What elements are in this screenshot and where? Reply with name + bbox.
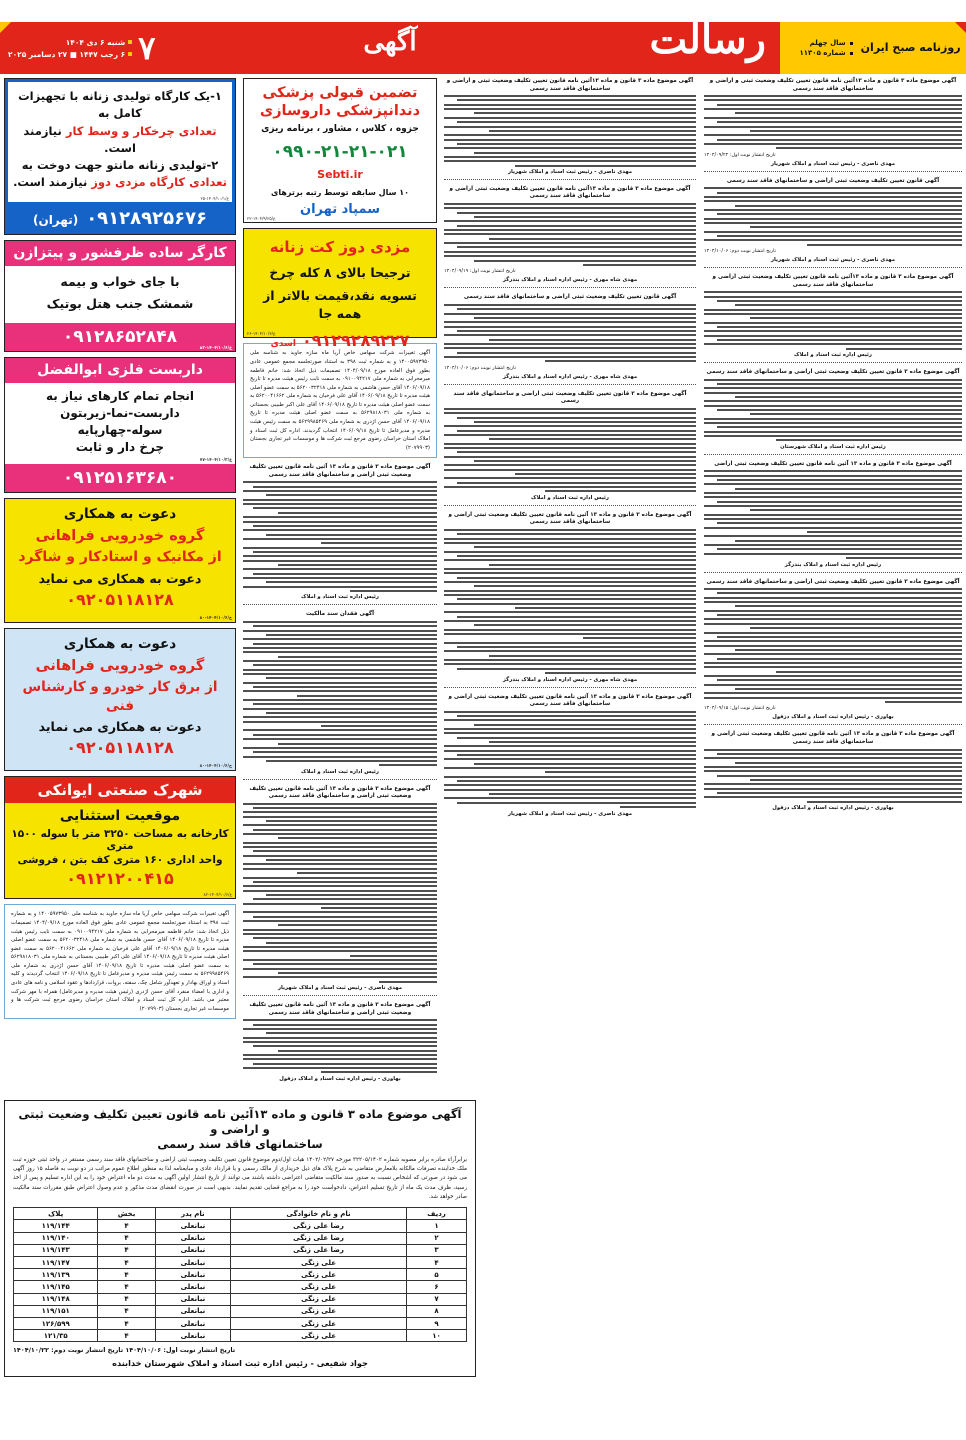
divider: [243, 604, 437, 605]
legal-notice: [444, 294, 696, 384]
company-change-text: آگهی تغییرات شرکت سهامی خاص آریا ماه سازه جاوید به شناسه ملی ۱۴۰۰۵۹۷۳۹۵۰ و به شماره ثبت ۳۹۸ به استناد صورتجلسه مجمع عمومی عادی بطور فوق العاده مورخ ۱۴۰۴/۰۹/۱۸ تصمیمات ذیل اتخاذ شد: خانم فاطمه میرمحرابی به شماره ملی ۰۹۱۰۰۹۴۲۱۷ به سمت نایب رئیس هیئت مدیره تا تاریخ ۱۴۰۶/۰۹/۱۸ آقای حسن هاشمی به شماره ملی ۵۶۲۰۰۳۲۴۱۸ به سمت عضو اصلی هیئت مدیره تا تاریخ ۱۴۰۶/۰۹/۱۸ آقای علی فرخیان به شماره ملی ۵۶۲۰۰۴۱۶۶۲ به سمت عضو اصلی هیئت مدیره تا تاریخ ۱۴۰۶/۰۹/۱۸ آقای علی اکبر طبیبی بجستانی به شماره ملی ۵۶۲۹۸۱۸۰۳۱ به سمت عضو اصلی هیئت مدیره تا تاریخ ۱۴۰۶/۰۹/۱۸ آقای حسن اژدری به شماره ملی ۵۶۲۹۹۸۵۴۶۹ به سمت رئیس هیئت مدیره و مدیرعامل تا تاریخ ۱۴۰۶/۰۹/۱۸ انتخاب گردیدند. اداره کل ثبت اسناد و املاک استان خراسان رضوی مرجع ثبت شرکت ها و موسسات غیر تجاری بجستان (۲۰۷۹۹۰۳): [250, 350, 430, 451]
legal-notice-body-texture: [243, 481, 437, 592]
date-group: [8, 38, 132, 59]
ad-medical-website[interactable]: Sebti.ir: [317, 168, 363, 182]
legal-notice-signature: مهدی شاه مهری - رئیس اداره اسناد و املاک بندرگز: [502, 373, 638, 380]
plaque-table-body: [14, 1220, 467, 1342]
table-row: [14, 1232, 467, 1244]
table-row: [14, 1305, 467, 1317]
legal-notice-title: آگهی موضوع ماده ۳ قانون و ماده ۱۳آئین نامه قانون تعیین تکلیف وضعیت ثبتی و اراضی و ساختمانهای فاقد سند رسمی: [446, 78, 694, 92]
plaque-table: [13, 1207, 467, 1342]
cell-full-name: علی زنگی: [231, 1330, 407, 1342]
cell-father-name: نبانعلی: [155, 1244, 230, 1256]
legal-notice-body-texture: [243, 803, 437, 983]
ad-medical-line5: سمپاد تهران: [300, 201, 380, 217]
cell-section: ۴: [98, 1232, 155, 1244]
ad-ivanaki-phone[interactable]: ۰۹۱۲۱۲۰۰۴۱۵: [66, 869, 174, 889]
cell-father-name: نبانعلی: [155, 1281, 230, 1293]
cell-row-number: ۹: [407, 1317, 467, 1329]
ad-farahani-elec-line4: دعوت به همکاری می نماید: [38, 718, 202, 734]
cell-section: ۴: [98, 1281, 155, 1293]
ad-farahani-elec-phone[interactable]: ۰۹۲۰۵۱۱۸۱۲۸: [66, 738, 174, 758]
legal-notice-body-texture: [704, 379, 962, 442]
legal-notice-body-texture: [704, 291, 962, 349]
ad-coat-phone[interactable]: ۰۹۱۲۹۲۸۹۲۲۷: [301, 331, 410, 351]
ad-ref-code: ع/۱۴۰۴/۹/۲۵-۲۲: [247, 216, 276, 222]
company-change-notice: [4, 904, 236, 1019]
cell-full-name: علی زنگی: [231, 1317, 407, 1329]
ad-dishwasher-phone[interactable]: [5, 323, 235, 351]
ad-workshop-phone[interactable]: ۰۹۱۲۸۹۲۵۶۷۶: [86, 207, 208, 229]
bottom-notice-title-line1: آگهی موضوع ماده ۳ قانون و ماده ۱۳آئین نامه قانون تعیین تکلیف وضعیت ثبتی و اراضی و: [18, 1107, 462, 1136]
legal-notice: [243, 786, 437, 997]
bottom-notice-paragraph: برابرآراء صادره برابر مصوبه شماره ۳۲۲۰۵/۱۴۰۲ مورخه ۱۴۰۲/۰۲/۲۷ هیات اول/دوم موضوع قانون تعیین تکلیف وضعیت ثبتی اراضی و ساختمانهای فاقد سند رسمی مستقر در واحد ثبتی حوزه ثبت ملک خدابنده تصرفات مالکانه بلامعارض متقاضی به شرح پلاک های ذیل خریداری از مالک رسمی و یا قرارداد عادی و مبایعنامه لذا به منظور اطلاع عموم مراتب در دو نوبت به فاصله ۱۵ روز آگهی می شود در صورتی که اشخاص نسبت به صدور سند مالکیت متقاضی اعتراضی داشته باشند می توانند از تاریخ انتشار اولین آگهی به مدت دو ماه اعتراض خود را به این اداره تسلیم و پس از اخذ رسید، ظرف مدت یک ماه از تاریخ تسلیم اعتراض، دادخواست خود را به مراجع قضایی تقدیم نمایند. بدیهی است در صورت انقضای مدت مذکور و عدم وصول اعتراض طبق مقررات سند مالکیت صادر خواهد شد.: [13, 1156, 467, 1200]
cell-full-name: علی زنگی: [231, 1281, 407, 1293]
issue-year-label: سال چهلم: [809, 39, 846, 47]
table-row: [14, 1269, 467, 1281]
cell-full-name: رضا علی زنگی: [231, 1244, 407, 1256]
divider: [444, 687, 696, 688]
ad-farahani-elec-line1: دعوت به همکاری: [63, 635, 177, 652]
cell-plaque: ۱۱۹/۱۴۵: [14, 1281, 98, 1293]
legal-notice-signature: بهاوری - رئیس اداره ثبت اسناد و املاک دزفول: [279, 1075, 401, 1082]
ad-farahani-mech-line1: دعوت به همکاری: [63, 506, 177, 523]
ad-coat-line2: ترجیحا بالای ۸ کله چرخ: [269, 264, 411, 280]
legal-notice: [704, 579, 962, 726]
ad-ref-code: خ/۱۴۰۴/۱۰/۶-۸۰: [199, 762, 232, 768]
legal-notice-body-texture: [704, 95, 962, 149]
table-row: [14, 1220, 467, 1232]
legal-notice-body-texture: [704, 749, 962, 803]
ad-medical-line3: جزوه ، کلاس ، مشاور ، برنامه ریزی: [261, 124, 419, 135]
ad-coat-line3: تسویه نقد،قیمت بالاتر از همه جا: [263, 287, 417, 322]
date-solar: شنبه ۶ دی ۱۴۰۴: [65, 37, 126, 47]
legal-notice-signature: رئیس اداره ثبت اسناد و املاک شهرستان: [780, 443, 886, 450]
ad-dishwasher-pizza[interactable]: [4, 240, 236, 352]
cell-father-name: نبانعلی: [155, 1305, 230, 1317]
th-section: بخش: [98, 1208, 155, 1220]
newspaper-logo: رسالت: [649, 16, 766, 63]
cell-row-number: ۷: [407, 1293, 467, 1305]
table-row: [14, 1330, 467, 1342]
ad-coat-line1: مزدی دوز کت زنانه: [269, 238, 411, 257]
ad-scaffold-line4: چرخ دار و ثابت: [75, 440, 165, 455]
cell-row-number: ۳: [407, 1244, 467, 1256]
column-legal-second: [440, 78, 700, 1436]
ad-workshop-line2-highlight: تعدادی چرخکار و وسط کار: [65, 123, 217, 138]
legal-notice-title: آگهی فقدان سند مالکیت: [305, 611, 375, 618]
legal-notice: [444, 186, 696, 288]
publish-second-label: تاریخ انتشار نوبت دوم:: [469, 364, 516, 371]
cell-plaque: ۱۱۹/۱۵۱: [14, 1305, 98, 1317]
ad-medical-line1: تضمین قبولی پزشکی: [262, 85, 418, 101]
legal-notice: [444, 391, 696, 506]
ad-workshop-line2-end: نیازمند است.: [23, 123, 136, 155]
company-change-notice-center: [243, 343, 437, 458]
section-title: آگهی: [363, 27, 417, 57]
th-father-name: نام پدر: [155, 1208, 230, 1220]
legal-notice: [243, 1002, 437, 1082]
ad-farahani-elec-roles: از برق کار خودرو و کارشناس فنی: [22, 678, 218, 714]
legal-notice-signature: مهدی شاه مهری - رئیس اداره اسناد و املاک بندرگز: [502, 676, 638, 683]
plaque-registration-notice: [4, 1100, 476, 1377]
cell-plaque: ۱۱۹/۱۴۴: [14, 1220, 98, 1232]
bullet-square-icon: [850, 52, 853, 55]
legal-notice-signature: بهاوری - رئیس اداره ثبت اسناد و املاک دزفول: [772, 714, 894, 721]
masthead-brand-block: [780, 22, 966, 74]
table-row: [14, 1256, 467, 1268]
issue-number-row: [799, 49, 852, 57]
ad-ref-code: خ/۱۴۰۴/۱۰/۶-۸۰: [199, 614, 232, 621]
divider: [704, 454, 962, 455]
divider: [704, 267, 962, 268]
legal-notice-body-texture: [444, 711, 696, 809]
ad-workshop-line1: ۱-یک کارگاه تولیدی زنانه با تجهیزات کامل به: [18, 89, 222, 121]
table-row: [14, 1281, 467, 1293]
legal-notice: [243, 464, 437, 605]
legal-notice-body-texture: [704, 588, 962, 703]
cell-plaque: ۱۲۱/۳۵: [14, 1330, 98, 1342]
publish-second-label: تاریخ انتشار نوبت دوم:: [729, 248, 776, 255]
company-change-text: آگهی تغییرات شرکت سهامی خاص آریا ماه سازه جاوید به شناسه ملی ۱۴۰۰۵۹۷۳۹۵۰ و به شماره ثبت ۳۹۸ به استناد صورتجلسه مجمع عمومی عادی بطور فوق العاده مورخ ۱۴۰۴/۰۹/۱۸ تصمیمات ذیل اتخاذ شد: خانم فاطمه میرمحرابی به شماره ملی ۰۹۱۰۰۹۴۲۱۷ به سمت نایب رئیس هیئت مدیره تا تاریخ ۱۴۰۶/۰۹/۱۸ آقای حسن هاشمی به شماره ملی ۵۶۲۰۰۳۲۴۱۸ به سمت عضو اصلی هیئت مدیره تا تاریخ ۱۴۰۶/۰۹/۱۸ آقای علی فرخیان به شماره ملی ۵۶۲۰۰۴۱۶۶۲ به سمت عضو اصلی هیئت مدیره تا تاریخ ۱۴۰۶/۰۹/۱۸ آقای علی اکبر طبیبی بجستانی به شماره ملی ۵۶۲۹۸۱۸۰۳۱ به سمت عضو اصلی هیئت مدیره تا تاریخ ۱۴۰۶/۰۹/۱۸ آقای حسن اژدری به شماره ملی ۵۶۲۹۹۸۵۴۶۹ به سمت رئیس هیئت مدیره و مدیرعامل تا تاریخ ۱۴۰۶/۰۹/۱۸ انتخاب گردیدند و کلیه اسناد و اوراق بهادار و تعهدآور شامل چک، سفته، بروات، قراردادها و عقود اسلامی و نامه های عادی و اداری با امضاء منفرد آقای حسن اژدری (رئیس هیئت مدیره و مدیرعامل) همراه با مهر شرکت معتبر می باشد. اداره کل ثبت اسناد و املاک استان خراسان رضوی مرجع ثبت شرکت ها و موسسات غیر تجاری بجستان (۲۰۷۹۹۰۳): [11, 911, 230, 1012]
legal-notice-signature: رئیس اداره ثبت اسناد و املاک بندرگز: [784, 561, 882, 568]
ad-scaffold-line3: سوله-چهارپایه: [77, 423, 163, 438]
cell-row-number: ۵: [407, 1269, 467, 1281]
publish-first-label: تاریخ انتشار نوبت اول:: [469, 268, 516, 275]
cell-full-name: رضا علی زنگی: [231, 1220, 407, 1232]
page-number: ۷: [138, 29, 156, 67]
legal-notice: [704, 369, 962, 455]
legal-notice-title: آگهی موضوع ماده ۳ قانون و ماده ۱۳ آئین نامه قانون تعیین تکلیف وضعیت ثبتی اراضی و ساختمانهای فاقد سند رسمی: [448, 511, 692, 526]
cell-row-number: ۶: [407, 1281, 467, 1293]
legal-notice-body-texture: [444, 529, 696, 674]
legal-notice-dates: [444, 268, 696, 275]
ad-ref-code: ع/۱۴۰۴/۱۰/۳-۲۶: [247, 331, 276, 337]
legal-notice-signature: مهدی ناصری - رئیس ثبت اسناد و املاک شهریار: [507, 168, 633, 175]
date-lunar-gregorian: ۶ رجب ۱۴۴۷ ■ ۲۷ دسامبر ۲۰۲۵: [8, 49, 126, 59]
legal-notice-title: آگهی موضوع ماده ۳ قانون تعیین تکلیف وضعیت ثبتی اراضی و ساختمانهای فاقد سند رسمی: [453, 390, 687, 405]
legal-notice-body-texture: [243, 1019, 437, 1073]
ad-ref-code: ع/۱۴۰۴/۱۰/۶-۸۲: [203, 892, 232, 898]
cell-full-name: علی زنگی: [231, 1256, 407, 1268]
divider: [444, 384, 696, 385]
cell-section: ۴: [98, 1317, 155, 1329]
legal-notice: [444, 694, 696, 817]
ad-farahani-mech-company: گروه خودرویی فراهانی: [35, 528, 205, 545]
legal-notice: [704, 274, 962, 363]
cell-full-name: علی زنگی: [231, 1305, 407, 1317]
page-date-block: [0, 22, 155, 74]
th-row-number: ردیف: [407, 1208, 467, 1220]
legal-notice: [444, 78, 696, 180]
ad-ivanaki-line1: کارخانه به مساحت ۳۲۵۰ متر با سوله ۱۵۰۰ متری: [11, 828, 229, 853]
ad-medical-line2: دندانپزشکی داروسازی: [259, 102, 421, 119]
cell-section: ۴: [98, 1269, 155, 1281]
cell-row-number: ۱۰: [407, 1330, 467, 1342]
ad-ivanaki-industrial[interactable]: [4, 776, 236, 900]
date-solar-row: [8, 38, 132, 47]
legal-notice-signature: رئیس اداره ثبت اسناد و املاک: [794, 352, 872, 359]
bottom-signature: جواد شفیعی - رئیس اداره ثبت اسناد و املاک شهرستان خدابنده: [112, 1358, 368, 1369]
table-header-row: [14, 1208, 467, 1220]
legal-notice-title: آگهی موضوع ماده ۳ قانون و ماده ۱۳ آئین نامه قانون تعیین تکلیف وضعیت ثبتی اراضی: [714, 460, 952, 467]
cell-row-number: ۸: [407, 1305, 467, 1317]
ad-ref-code: ع/۱۴۰۴/۱۰/۲-۷۷: [199, 457, 232, 463]
legal-notice-title: آگهی موضوع ماده ۳ قانون و ماده ۱۳آئین نامه قانون تعیین تکلیف وضعیت ثبتی اراضی و ساختمانهای فاقد سند رسمی: [449, 185, 691, 200]
legal-notice-title: آگهی قانون تعیین تکلیف وضعیت ثبتی اراضی و ساختمانهای فاقد سند رسمی: [726, 177, 940, 184]
cell-plaque: ۱۱۹/۱۴۷: [14, 1256, 98, 1268]
cell-plaque: ۱۱۹/۱۴۸: [14, 1293, 98, 1305]
legal-notice-signature: مهدی ناصری - رئیس ثبت اسناد و املاک شهریار: [277, 985, 403, 992]
cell-row-number: ۴: [407, 1256, 467, 1268]
ad-farahani-electrician[interactable]: [4, 628, 236, 771]
divider: [243, 779, 437, 780]
legal-notice-body-texture: [444, 203, 696, 266]
divider: [704, 572, 962, 573]
ad-dishwasher-phone-value: ۰۹۱۲۸۶۵۲۸۴۸: [62, 326, 178, 347]
legal-notice-signature: مهدی شاه مهری - رئیس اداره اسناد و املاک بندرگز: [502, 277, 638, 284]
masthead-title-block: [0, 16, 780, 74]
ad-workshop-line3: ۲-تولیدی زنانه مانتو جهت دوخت به: [21, 158, 219, 172]
publish-second-date: ۱۴۰۴/۱۰/۰۶: [444, 364, 469, 371]
ad-ivanaki-subheader: موقعیت استثنایی: [59, 808, 181, 825]
corner-accent-red: [955, 22, 966, 33]
date-other-row: [8, 50, 132, 59]
divider: [704, 724, 962, 725]
table-row: [14, 1244, 467, 1256]
bottom-notice-title: [13, 1107, 467, 1152]
legal-notice-body-texture: [444, 304, 696, 362]
cell-father-name: نبانعلی: [155, 1330, 230, 1342]
bottom-notice-title-line2: ساختمانهای فاقد سند رسمی: [157, 1136, 323, 1151]
ad-ref-code: ع/۱۴۰۴/۱۰/۱-۲۵: [200, 195, 229, 201]
cell-section: ۴: [98, 1305, 155, 1317]
cell-father-name: نبانعلی: [155, 1256, 230, 1268]
cell-section: ۴: [98, 1244, 155, 1256]
cell-section: ۴: [98, 1330, 155, 1342]
brand-vertical-label: روزنامه صبح ایران: [860, 41, 961, 55]
legal-notice-dates: [704, 705, 962, 712]
divider: [704, 171, 962, 172]
issue-year-row: [810, 39, 853, 47]
legal-notice-title: آگهی قانون تعیین تکلیف وضعیت ثبتی اراضی و ساختمانهای فاقد سند رسمی: [463, 294, 677, 301]
cell-section: ۴: [98, 1256, 155, 1268]
table-row: [14, 1317, 467, 1329]
divider: [444, 505, 696, 506]
cell-father-name: نبانعلی: [155, 1220, 230, 1232]
legal-notice-signature: رئیس اداره ثبت اسناد و املاک: [531, 494, 609, 501]
legal-notice-title: آگهی موضوع ماده ۳ قانون و ماده ۱۳آئین نامه قانون تعیین تکلیف وضعیت ثبتی اراضی و ساختمانهای فاقد سند رسمی: [712, 274, 954, 288]
ad-scaffold-line2: داربست-نما-زیربتون: [60, 406, 180, 421]
bullet-square-icon: [850, 42, 853, 45]
divider: [243, 995, 437, 996]
ad-farahani-mech-roles: از مکانیک و استادکار و شاگرد: [18, 549, 222, 566]
masthead: [0, 16, 966, 74]
ad-coat-sewing[interactable]: [243, 228, 437, 351]
bottom-publish-dates: تاریخ انتشار نوبت اول: ۱۴۰۴/۱۰/۰۶ تاریخ انتشار نوبت دوم: ۱۴۰۴/۱۰/۲۲: [13, 1346, 236, 1355]
cell-row-number: ۱: [407, 1220, 467, 1232]
legal-notice-dates: [704, 248, 962, 255]
legal-notice-body-texture: [444, 408, 696, 493]
legal-notice-title: آگهی موضوع ماده ۳ قانون و ماده ۱۳ آئین نامه قانون تعیین تکلیف وضعیت ثبتی اراضی و ساختمانهای فاقد سند رسمی: [249, 785, 431, 800]
legal-notice-signature: مهدی ناصری - رئیس ثبت اسناد و املاک شهریار: [507, 810, 633, 817]
legal-notice-signature: مهدی ناصری - رئیس ثبت اسناد و املاک شهریار: [770, 257, 896, 264]
divider: [444, 179, 696, 180]
column-legal-right: [700, 78, 966, 1436]
legal-notice-title: آگهی موضوع ماده ۳ قانون و ماده ۱۳ آئین نامه قانون تعیین تکلیف وضعیت ثبتی اراضی و ساختمانهای فاقد سند رسمی: [711, 731, 955, 745]
ad-workshop-line4-highlight: تعدادی کارگاه مزدی دوز: [91, 175, 227, 190]
ad-farahani-mechanic[interactable]: [4, 498, 236, 623]
ad-women-workshop[interactable]: [4, 78, 236, 235]
th-plaque: پلاک: [14, 1208, 98, 1220]
publish-first-date: ۱۴۰۴/۰۹/۱۹: [444, 268, 469, 275]
legal-notice-title: آگهی موضوع ماده ۳ قانون و ماده ۱۳ آئین نامه قانون تعیین تکلیف وضعیت ثبتی اراضی و ساختمانهای فاقد سند رسمی: [249, 1002, 431, 1016]
ad-scaffold-header: داربست فلزی ابوالفضل: [5, 358, 235, 384]
ad-workshop-line4-end: نیازمند است.: [13, 175, 92, 190]
legal-notice-body-texture: [444, 95, 696, 167]
cell-father-name: نبانعلی: [155, 1232, 230, 1244]
legal-notice-signature: بهاوری - رئیس اداره ثبت اسناد و املاک دزفول: [772, 805, 894, 812]
ad-medical-phone[interactable]: ۰۹۹۰-۲۱-۲۱-۰۲۱: [272, 141, 408, 162]
cell-full-name: رضا علی زنگی: [231, 1232, 407, 1244]
bullet-square-icon: [128, 40, 132, 44]
legal-notice-title: آگهی موضوع ماده ۳ قانون و ماده ۱۳ آئین نامه قانون تعیین تکلیف وضعیت ثبتی اراضی و ساختمانهای فاقد سند رسمی: [448, 693, 692, 708]
issue-info: [785, 39, 852, 57]
ad-scaffold-line1: انجام تمام کارهای نیاز به: [46, 389, 194, 403]
legal-notice-title: آگهی موضوع ماده ۳ قانون و ماده ۱۳آئین نامه قانون تعیین تکلیف وضعیت ثبتی و اراضی و ساختمانهای فاقد سند رسمی: [709, 78, 957, 92]
ad-farahani-elec-company: گروه خودرویی فراهانی: [35, 657, 205, 674]
legal-notice-signature: رئیس اداره ثبت اسناد و املاک: [301, 594, 379, 601]
ad-farahani-mech-line4: دعوت به همکاری می نماید: [38, 570, 202, 586]
ad-dishwasher-line1: با جای خواب و بیمه: [60, 274, 180, 289]
ad-scaffold-phone[interactable]: ۰۹۱۲۵۱۶۳۶۸۰: [5, 464, 235, 492]
cell-father-name: نبانعلی: [155, 1317, 230, 1329]
legal-notice-title: آگهی موضوع ماده ۳ قانون تعیین تکلیف وضعیت ثبتی اراضی و ساختمانهای فاقد سند رسمی: [706, 578, 960, 585]
legal-notice-signature: مهدی ناصری - رئیس ثبت اسناد و املاک شهریار: [770, 160, 896, 167]
cell-section: ۴: [98, 1293, 155, 1305]
publish-first-label: تاریخ انتشار نوبت اول:: [729, 705, 776, 712]
bullet-square-icon: [128, 52, 132, 56]
legal-notice-signature: رئیس اداره ثبت اسناد و املاک: [301, 768, 379, 775]
legal-notice: [243, 611, 437, 779]
ad-ivanaki-header: شهرک صنعتی ایوانکی: [5, 777, 235, 804]
legal-notice-dates: [704, 152, 962, 159]
ad-medical-line4: ۱۰ سال سابقه توسط رتبه برترهای: [270, 187, 409, 197]
cell-full-name: علی زنگی: [231, 1293, 407, 1305]
ad-medical-exam[interactable]: [243, 78, 437, 223]
th-full-name: نام و نام خانوادگی: [231, 1208, 407, 1220]
publish-first-date: ۱۴۰۴/۰۹/۲۲: [704, 151, 729, 158]
cell-full-name: علی زنگی: [231, 1269, 407, 1281]
cell-row-number: ۲: [407, 1232, 467, 1244]
legal-notice-body-texture: [704, 470, 962, 559]
cell-section: ۴: [98, 1220, 155, 1232]
publish-first-date: ۱۴۰۴/۰۹/۱۵: [704, 705, 729, 712]
legal-notice-dates: [444, 365, 696, 372]
ad-scaffolding[interactable]: [4, 357, 236, 494]
publish-first-label: تاریخ انتشار نوبت اول:: [729, 151, 776, 158]
table-row: [14, 1293, 467, 1305]
cell-plaque: ۱۲۶/۵۹۹: [14, 1317, 98, 1329]
cell-plaque: ۱۱۹/۱۴۳: [14, 1244, 98, 1256]
legal-notice-title: آگهی موضوع ماده ۳ قانون تعیین تکلیف وضعیت ثبتی اراضی و ساختمانهای فاقد سند رسمی: [706, 369, 960, 376]
ad-workshop-city: (تهران): [32, 212, 79, 227]
ad-coat-contact-name: اسدی: [270, 339, 296, 350]
ad-dishwasher-header: کارگر ساده ظرفشور و پیتزازن: [5, 241, 235, 267]
publish-second-date: ۱۴۰۴/۱۰/۰۶: [704, 248, 729, 255]
legal-notice-title: آگهی موضوع ماده ۳ قانون و ماده ۱۳ آئین نامه قانون تعیین تکلیف وضعیت ثبتی اراضی و ساختمانهای فاقد سند رسمی: [249, 464, 431, 478]
cell-father-name: نبانعلی: [155, 1269, 230, 1281]
divider: [704, 362, 962, 363]
legal-notice: [704, 78, 962, 172]
cell-plaque: ۱۱۹/۱۴۰: [14, 1232, 98, 1244]
divider: [444, 287, 696, 288]
legal-notice: [444, 512, 696, 688]
ad-ivanaki-line2: واحد اداری ۱۶۰ متری کف بتن ، فروشی: [17, 854, 223, 867]
cell-plaque: ۱۱۹/۱۳۹: [14, 1269, 98, 1281]
cell-father-name: نبانعلی: [155, 1293, 230, 1305]
legal-notice-body-texture: [704, 187, 962, 245]
legal-notice: [704, 178, 962, 268]
ad-farahani-mech-phone[interactable]: ۰۹۲۰۵۱۱۸۱۲۸: [66, 590, 174, 610]
legal-notice-body-texture: [243, 621, 437, 766]
ad-ref-code: ع/۱۴۰۴/۱۰/۶-۸۲: [199, 344, 232, 350]
legal-notice: [704, 731, 962, 811]
legal-notice: [704, 461, 962, 573]
ad-dishwasher-line2: شمشک جنب هتل بوتیک: [46, 295, 194, 311]
issue-number-label: شماره ۱۱۳۰۵: [799, 49, 846, 57]
